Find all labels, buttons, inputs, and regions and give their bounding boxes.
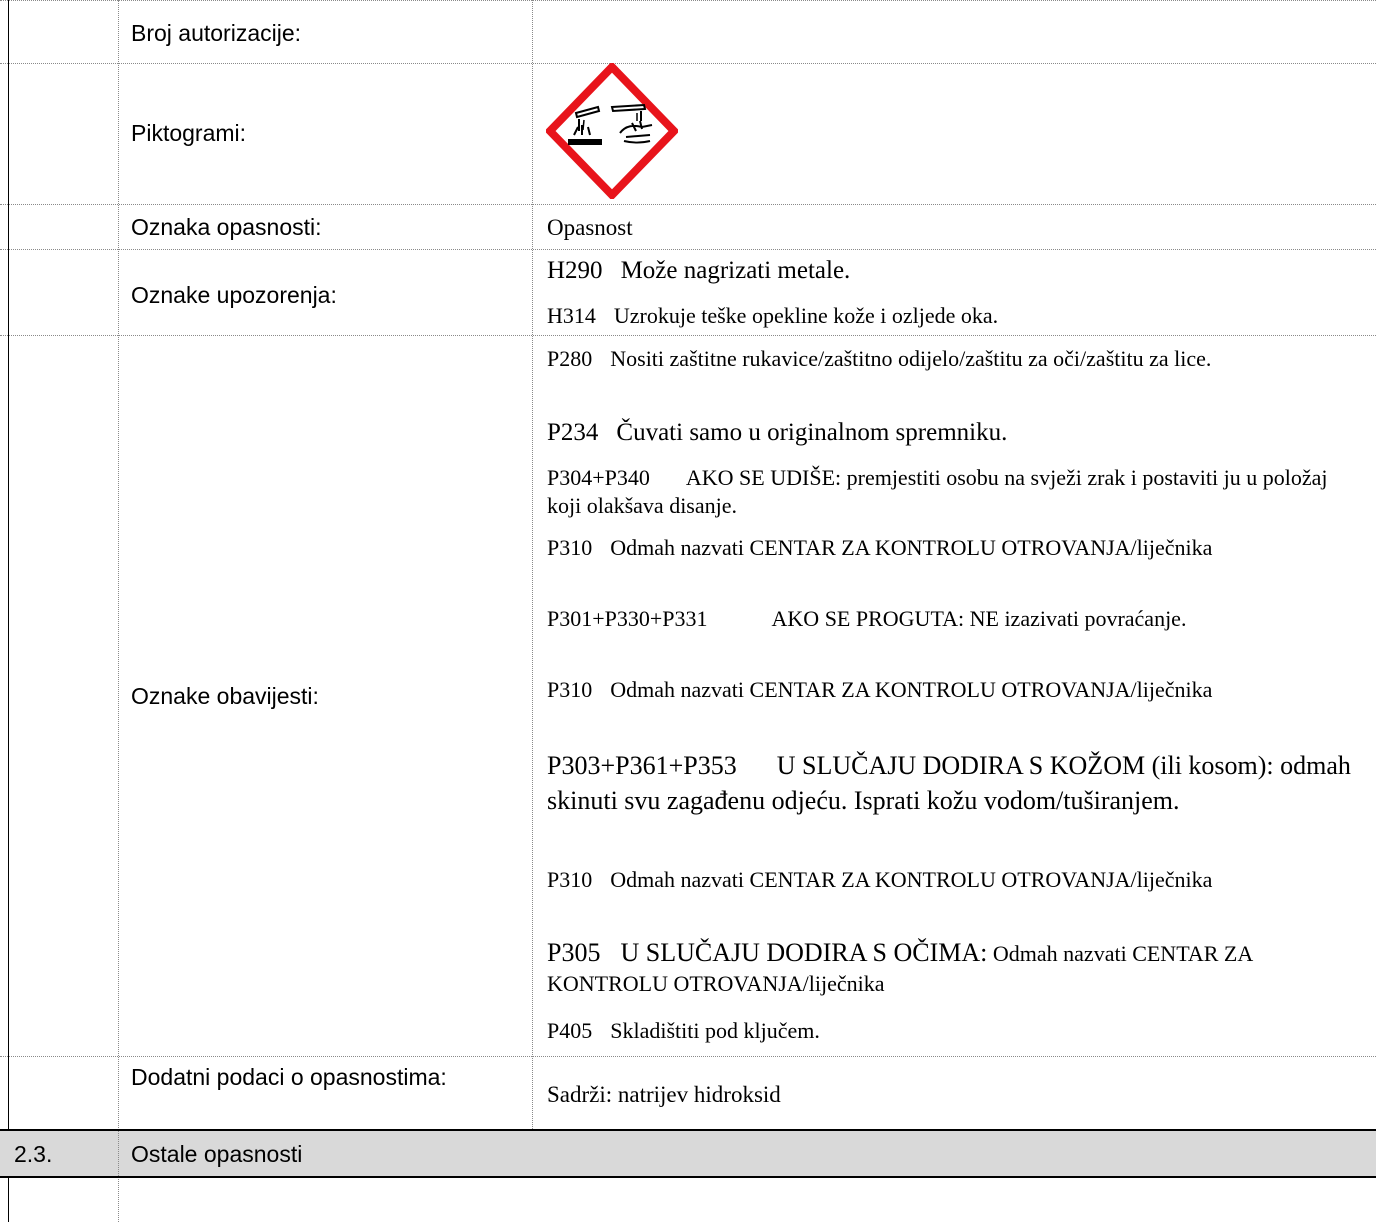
statement-code: P303+P361+P353 bbox=[547, 751, 737, 780]
statement-text: Skladištiti pod ključem. bbox=[610, 1018, 820, 1043]
section-header bbox=[0, 1129, 1376, 1178]
statement-code: H290 bbox=[547, 257, 603, 284]
hazard-statement bbox=[547, 255, 1360, 287]
statement-text: Odmah nazvati CENTAR ZA KONTROLU OTROVANJA/liječnika bbox=[610, 867, 1213, 892]
additional-info-value: Sadrži: natrijev hidroksid bbox=[547, 1082, 781, 1107]
col-divider-2 bbox=[532, 0, 533, 1129]
signal-word-label: Oznaka opasnosti: bbox=[131, 214, 322, 240]
row-divider bbox=[0, 204, 1376, 205]
precautionary-statement bbox=[547, 676, 1360, 704]
section-number: 2.3. bbox=[14, 1141, 53, 1167]
row-divider bbox=[0, 249, 1376, 250]
hazard-statements-label: Oznake upozorenja: bbox=[131, 282, 337, 308]
col-divider-1 bbox=[118, 0, 119, 1222]
statement-text: Odmah nazvati CENTAR ZA KONTROLU OTROVANJA/liječnika bbox=[610, 535, 1213, 560]
hazard-statement bbox=[547, 302, 1360, 330]
statement-text: Čuvati samo u originalnom spremniku. bbox=[616, 419, 1008, 446]
ghs05-corrosion-icon bbox=[546, 63, 678, 199]
statement-text: Uzrokuje teške opekline kože i ozljede oka. bbox=[613, 303, 999, 328]
statement-code: P280 bbox=[547, 346, 593, 371]
statement-code: P305 bbox=[547, 938, 601, 967]
statement-code: P310 bbox=[547, 535, 593, 560]
statement-code: P234 bbox=[547, 419, 599, 446]
precautionary-statement bbox=[547, 748, 1360, 818]
precautionary-statement bbox=[547, 938, 1360, 999]
row-divider bbox=[0, 0, 1376, 1]
left-border bbox=[8, 0, 9, 1129]
precautionary-statement bbox=[547, 866, 1360, 894]
statement-text-emphasis: U SLUČAJU DODIRA S OČIMA: bbox=[620, 938, 988, 967]
section-divider bbox=[118, 1131, 119, 1176]
statement-text: Može nagrizati metale. bbox=[620, 257, 851, 284]
statement-text: Odmah nazvati CENTAR ZA KONTROLU OTROVANJA/liječnika bbox=[610, 677, 1213, 702]
statement-code: P301+P330+P331 bbox=[547, 606, 708, 631]
statement-text: Odmah nazvati CENTAR ZA KONTROLU OTROVANJA/liječnika bbox=[547, 941, 1253, 996]
authorization-label: Broj autorizacije: bbox=[131, 20, 302, 46]
statement-code: P310 bbox=[547, 867, 593, 892]
statement-text: AKO SE UDIŠE: premjestiti osobu na svježi zrak i postaviti ju u položaj koji olakšava disanje. bbox=[547, 465, 1328, 518]
statement-code: H314 bbox=[547, 303, 596, 328]
precautionary-statement bbox=[547, 417, 1360, 449]
statement-text: Nositi zaštitne rukavice/zaštitno odijelo/zaštitu za oči/zaštitu za lice. bbox=[610, 346, 1212, 371]
signal-word-value: Opasnost bbox=[547, 215, 633, 240]
statement-code: P304+P340 bbox=[547, 465, 650, 490]
row-divider bbox=[0, 1056, 1376, 1057]
precautionary-statement bbox=[547, 464, 1360, 520]
left-border-lower bbox=[8, 1178, 9, 1222]
additional-info-label: Dodatni podaci o opasnostima: bbox=[131, 1064, 447, 1090]
precautionary-statement bbox=[547, 605, 1360, 633]
precautionary-statement bbox=[547, 345, 1360, 373]
statement-text: AKO SE PROGUTA: NE izazivati povraćanje. bbox=[771, 606, 1187, 631]
pictograms-label: Piktogrami: bbox=[131, 120, 247, 146]
row-divider bbox=[0, 63, 1376, 64]
statement-text: U SLUČAJU DODIRA S KOŽOM (ili kosom): odmah skinuti svu zagađenu odjeću. Isprati kožu vodom/tuširanjem. bbox=[547, 751, 1351, 815]
statement-code: P310 bbox=[547, 677, 593, 702]
section-title: Ostale opasnosti bbox=[131, 1141, 303, 1167]
precautionary-statement bbox=[547, 534, 1360, 562]
row-divider bbox=[0, 335, 1376, 336]
precautionary-statements-label: Oznake obavijesti: bbox=[131, 683, 319, 709]
precautionary-statement bbox=[547, 1017, 1360, 1045]
statement-code: P405 bbox=[547, 1018, 593, 1043]
